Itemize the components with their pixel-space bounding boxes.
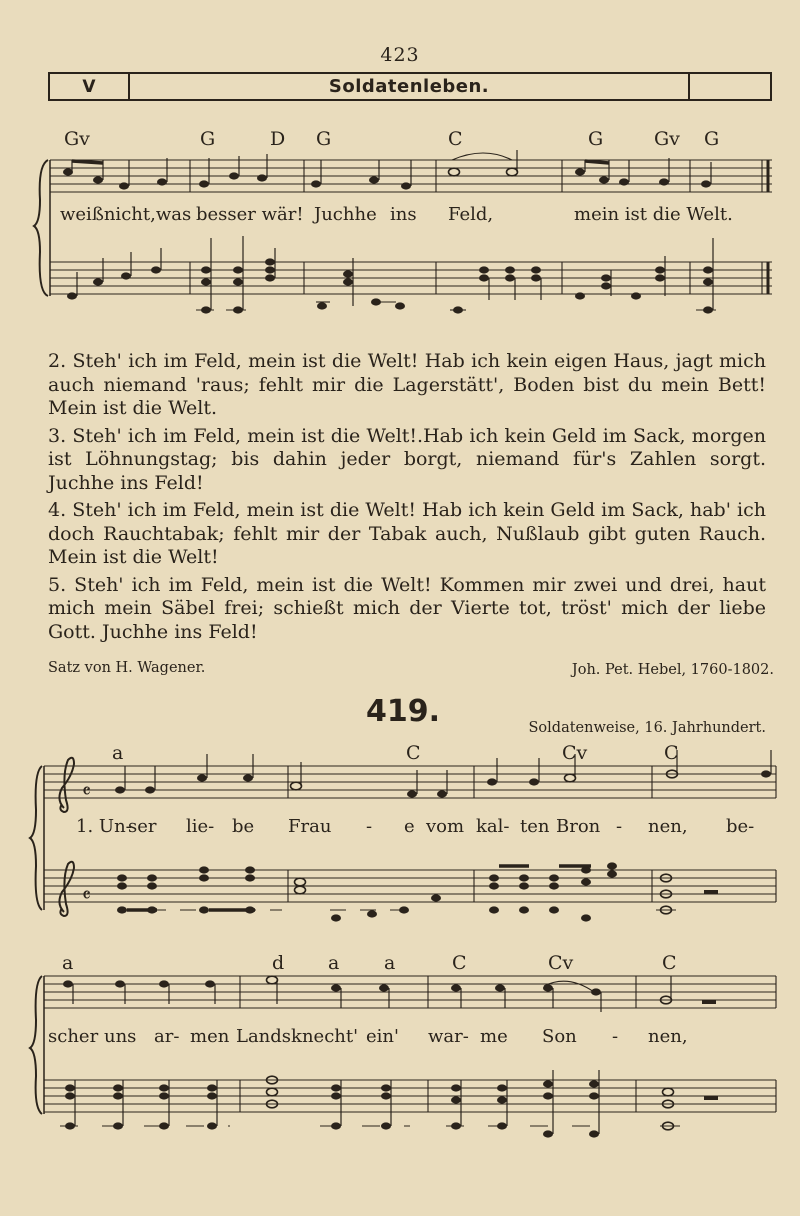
song2-lyric: Frau bbox=[288, 816, 332, 837]
song2-lyric: be bbox=[232, 816, 255, 837]
page-number: 423 bbox=[380, 44, 420, 66]
song2-lyric: be- bbox=[726, 816, 755, 837]
song1-chord: D bbox=[270, 128, 286, 150]
song2-lyric: - bbox=[616, 816, 623, 837]
song2-chord: a bbox=[112, 742, 124, 764]
song2-chord: Cv bbox=[562, 742, 588, 764]
song2-chord: a bbox=[384, 952, 396, 974]
song1-chord: C bbox=[448, 128, 463, 150]
hymn-number: 419. bbox=[366, 694, 441, 729]
verse-5: 5. Steh' ich im Feld, mein ist die Welt! Kommen mir zwei und drei, haut mich mein Säbel frei; schießt mich der Vierte tot, tröst' mich der liebe Gott. Juchhe ins Feld! bbox=[48, 573, 766, 643]
song1-chord: Gv bbox=[654, 128, 680, 150]
song2-chord: d bbox=[272, 952, 285, 974]
song2-lyric: - bbox=[366, 816, 373, 837]
verse-3: 3. Steh' ich im Feld, mein ist die Welt!.Hab ich kein Geld im Sack, morgen ist Löhnungstag; bis dahin jeder borgt, niemand für's Zahlen sorgt. Juchhe ins Feld! bbox=[48, 424, 766, 494]
song1-lyric: Juchhe bbox=[314, 204, 377, 225]
song2-lyric: lie- bbox=[186, 816, 215, 837]
song1-lyric: mein ist die Welt. bbox=[574, 204, 733, 225]
verse-2: 2. Steh' ich im Feld, mein ist die Welt! Hab ich kein eigen Haus, jagt mich auch niemand 'raus; fehlt mir die Lagerstätt', Boden bist du mein Bett! Mein ist die Welt. bbox=[48, 350, 766, 419]
song2-lyric: ein' bbox=[366, 1026, 399, 1047]
song2-lyric: ser bbox=[128, 816, 157, 837]
song2-chord: C bbox=[664, 742, 679, 764]
song2-lyric: Landsknecht' bbox=[236, 1026, 359, 1047]
song1-lyric: ins bbox=[390, 204, 417, 225]
song2-chord: C bbox=[662, 952, 677, 974]
song2-lyric: nen, bbox=[648, 1026, 688, 1047]
song2-lyric: uns bbox=[104, 1026, 137, 1047]
song2-chord: C bbox=[452, 952, 467, 974]
song1-chord: G bbox=[704, 128, 720, 150]
song2-chord: Cv bbox=[548, 952, 574, 974]
song2-lyric: ten bbox=[520, 816, 550, 837]
song1-chord: G bbox=[588, 128, 604, 150]
song1-lyric: Feld, bbox=[448, 204, 494, 225]
song2-lyric: men bbox=[190, 1026, 230, 1047]
author-credit: Joh. Pet. Hebel, 1760-1802. bbox=[571, 662, 774, 678]
song2-lyric: war- bbox=[428, 1026, 469, 1047]
song2-lyric: e bbox=[404, 816, 415, 837]
song2-lyric: scher bbox=[48, 1026, 99, 1047]
verse-4: 4. Steh' ich im Feld, mein ist die Welt! Hab ich kein Geld im Sack, hab' ich doch Rauchtabak; fehlt mir der Tabak auch, Nußlaub gibt guten Rauch. Mein ist die Welt! bbox=[48, 499, 766, 568]
svg-text:𝄴: 𝄴 bbox=[82, 779, 91, 803]
svg-text:𝄴: 𝄴 bbox=[82, 883, 91, 907]
song1-chord: G bbox=[316, 128, 332, 150]
song2-chord: a bbox=[328, 952, 340, 974]
song2-lyric: 1. Un- bbox=[76, 816, 132, 837]
song2-lyric: Son bbox=[542, 1026, 577, 1047]
song2-chord: a bbox=[62, 952, 74, 974]
song2-lyric: - bbox=[612, 1026, 619, 1047]
song2-lyric: me bbox=[480, 1026, 508, 1047]
melody-source: Soldatenweise, 16. Jahrhundert. bbox=[528, 720, 766, 736]
song2-lyric: nen, bbox=[648, 816, 688, 837]
song2-chord: C bbox=[406, 742, 421, 764]
song1-lyric: weißnicht,was bbox=[60, 204, 192, 225]
song1-chord: G bbox=[200, 128, 216, 150]
song2-lyric: vom bbox=[426, 816, 465, 837]
song1-chord: Gv bbox=[64, 128, 90, 150]
song2-lyric: kal- bbox=[476, 816, 510, 837]
song2-lyric: Bron bbox=[556, 816, 601, 837]
arranger-credit: Satz von H. Wagener. bbox=[48, 660, 206, 676]
song1-lyric: besser wär! bbox=[196, 204, 304, 225]
song2-lyric: ar- bbox=[154, 1026, 180, 1047]
section-numeral: V bbox=[50, 74, 130, 99]
section-title: Soldatenleben. bbox=[328, 76, 490, 97]
